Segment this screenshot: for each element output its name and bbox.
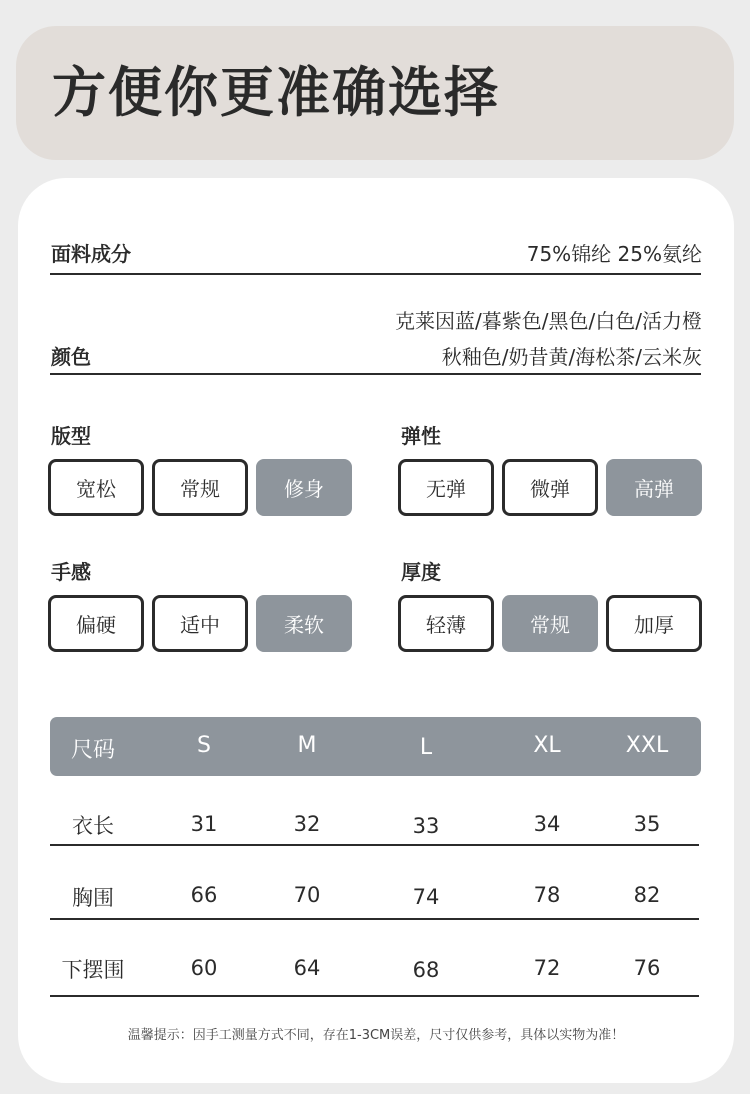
thickness-option-regular[interactable]: 常规 — [502, 595, 598, 652]
size-header-m: M — [297, 733, 317, 758]
thickness-option-thick[interactable]: 加厚 — [606, 595, 702, 652]
fit-option-loose[interactable]: 宽松 — [48, 459, 144, 516]
size-row-label-chest: 胸围 — [72, 886, 114, 910]
table-cell: 32 — [293, 812, 321, 836]
size-row-label-hem: 下摆围 — [61, 958, 125, 982]
thickness-option-thin[interactable]: 轻薄 — [398, 595, 494, 652]
table-divider — [50, 844, 699, 846]
color-label: 颜色 — [51, 345, 91, 369]
size-header-s: S — [197, 733, 211, 758]
elasticity-option-none[interactable]: 无弹 — [398, 459, 494, 516]
elasticity-option-high[interactable]: 高弹 — [606, 459, 702, 516]
table-divider — [50, 995, 699, 997]
thickness-title: 厚度 — [401, 560, 441, 584]
size-table-header — [50, 717, 701, 776]
table-cell: 64 — [293, 956, 321, 980]
table-cell: 82 — [633, 883, 661, 907]
page-title: 方便你更准确选择 — [52, 61, 500, 124]
divider — [50, 273, 701, 275]
feel-option-hard[interactable]: 偏硬 — [48, 595, 144, 652]
material-label: 面料成分 — [51, 242, 131, 266]
table-cell: 68 — [412, 958, 440, 982]
feel-option-soft[interactable]: 柔软 — [256, 595, 352, 652]
feel-option-medium[interactable]: 适中 — [152, 595, 248, 652]
size-header-label: 尺码 — [70, 738, 115, 763]
table-cell: 70 — [293, 883, 321, 907]
table-cell: 66 — [190, 883, 218, 907]
elasticity-title: 弹性 — [401, 424, 441, 448]
fit-option-slim[interactable]: 修身 — [256, 459, 352, 516]
table-cell: 35 — [633, 812, 661, 836]
info-card — [18, 178, 734, 1083]
size-row-label-length: 衣长 — [72, 814, 114, 838]
fit-option-regular[interactable]: 常规 — [152, 459, 248, 516]
size-header-l: L — [419, 735, 433, 760]
elasticity-option-slight[interactable]: 微弹 — [502, 459, 598, 516]
color-value-line1: 克莱因蓝/暮紫色/黑色/白色/活力橙 — [395, 309, 702, 333]
size-header-xl: XL — [533, 733, 561, 758]
color-value-line2: 秋釉色/奶昔黄/海松茶/云米灰 — [441, 345, 702, 369]
size-header-xxl: XXL — [625, 733, 669, 758]
fit-title: 版型 — [51, 424, 91, 448]
table-cell: 76 — [633, 956, 661, 980]
divider — [50, 373, 701, 375]
table-divider — [50, 918, 699, 920]
table-cell: 33 — [412, 814, 440, 838]
table-cell: 78 — [533, 883, 561, 907]
measurement-note: 温馨提示：因手工测量方式不同，存在1-3CM误差，尺寸仅供参考，具体以实物为准！ — [127, 1028, 625, 1043]
material-value: 75%锦纶 25%氨纶 — [526, 242, 702, 266]
feel-title: 手感 — [51, 560, 91, 584]
table-cell: 74 — [412, 885, 440, 909]
header-banner — [16, 26, 734, 160]
table-cell: 34 — [533, 812, 561, 836]
table-cell: 31 — [190, 812, 218, 836]
table-cell: 60 — [190, 956, 218, 980]
table-cell: 72 — [533, 956, 561, 980]
